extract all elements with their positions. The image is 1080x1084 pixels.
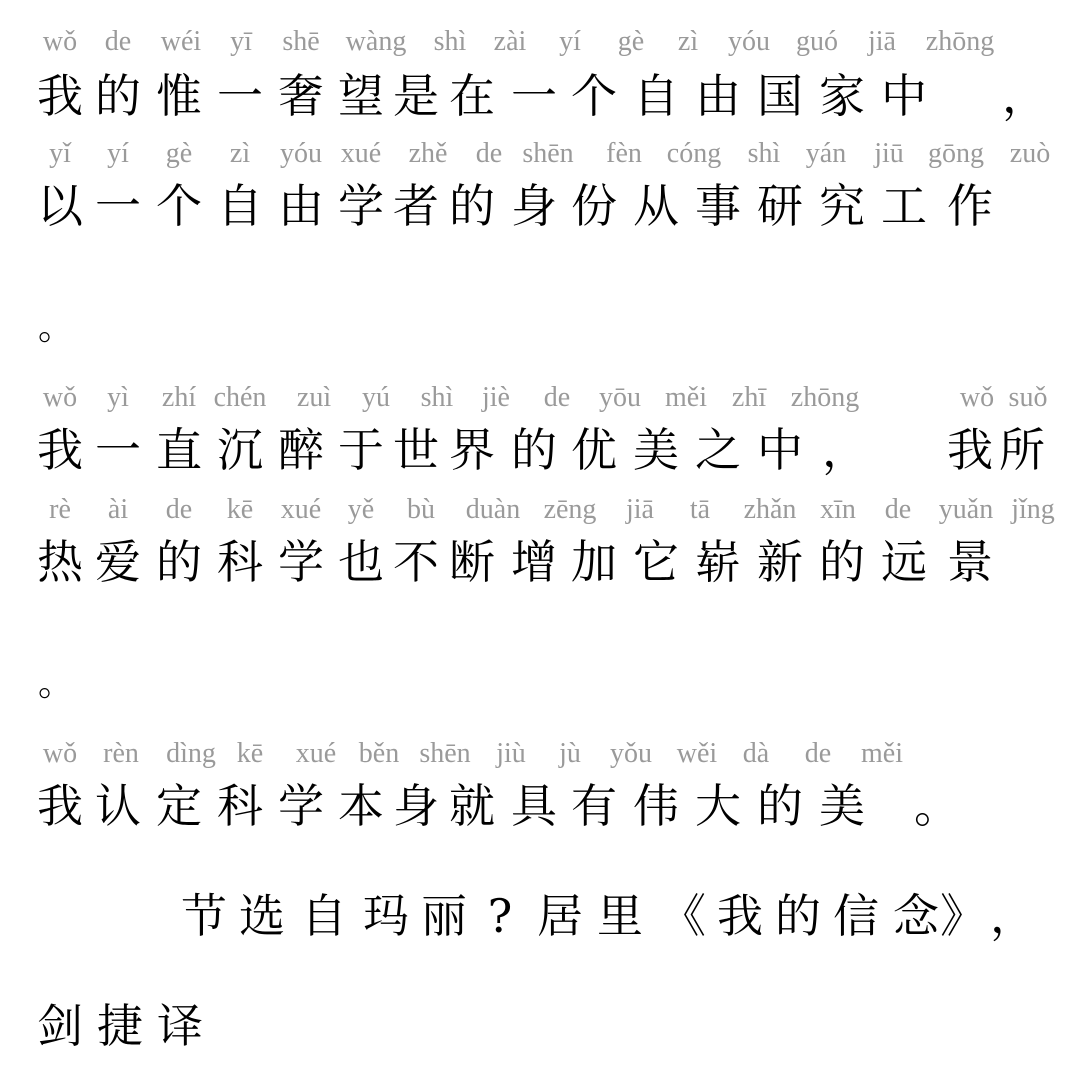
attribution-char: 自	[301, 889, 347, 943]
hanzi-char: 我	[947, 423, 993, 477]
pinyin-syllable: jù	[559, 738, 581, 769]
pinyin-syllable: yí	[107, 138, 129, 169]
pinyin-syllable: ài	[107, 494, 129, 525]
attribution-char: 节	[181, 889, 227, 943]
hanzi-char: 自	[217, 179, 263, 233]
pinyin-syllable: jiā	[868, 26, 896, 57]
pinyin-syllable: zhī	[731, 382, 767, 413]
hanzi-char: 远	[881, 535, 927, 589]
pinyin-syllable: jiū	[874, 138, 904, 169]
pinyin-syllable: de	[543, 382, 571, 413]
attribution-char: 选	[239, 889, 285, 943]
pinyin-syllable: yǐ	[49, 138, 71, 169]
pinyin-syllable: fèn	[606, 138, 642, 169]
hanzi-char: 美	[633, 423, 679, 477]
hanzi-char: 新	[757, 535, 803, 589]
pinyin-syllable: guó	[796, 26, 838, 57]
hanzi-char: 个	[156, 179, 202, 233]
hanzi-char: 崭	[695, 535, 741, 589]
pinyin-syllable: shì	[747, 138, 781, 169]
hanzi-line	[0, 532, 1080, 592]
pinyin-line	[0, 134, 1080, 174]
hanzi-char: 科	[217, 779, 263, 833]
punctuation: ，	[822, 423, 868, 477]
hanzi-char: 份	[571, 179, 617, 233]
hanzi-char: 美	[819, 779, 865, 833]
hanzi-char: 具	[511, 779, 557, 833]
pinyin-syllable: zuò	[1009, 138, 1051, 169]
pinyin-syllable: yú	[362, 382, 390, 413]
pinyin-syllable: gè	[617, 26, 645, 57]
pinyin-syllable: zhōng	[925, 26, 995, 57]
hanzi-char: 者	[393, 179, 439, 233]
pinyin-syllable: jiā	[626, 494, 654, 525]
pinyin-syllable: cóng	[666, 138, 722, 169]
attribution-char: 信	[833, 889, 879, 943]
pinyin-syllable: shēn	[522, 138, 574, 169]
hanzi-char: 作	[947, 179, 993, 233]
hanzi-char: 断	[449, 535, 495, 589]
hanzi-char: 一	[95, 179, 141, 233]
pinyin-syllable: dìng	[166, 738, 216, 769]
attribution-char: 译	[157, 999, 203, 1053]
hanzi-char: 学	[278, 779, 324, 833]
hanzi-line	[0, 176, 1080, 236]
hanzi-char: 以	[37, 179, 83, 233]
pinyin-syllable: zēng	[543, 494, 597, 525]
pinyin-syllable: měi	[665, 382, 707, 413]
pinyin-syllable: duàn	[465, 494, 521, 525]
pinyin-syllable: zì	[229, 138, 251, 169]
pinyin-syllable: yōu	[599, 382, 641, 413]
hanzi-char: 在	[449, 69, 495, 123]
pinyin-syllable: yǒu	[610, 738, 652, 769]
pinyin-syllable: shē	[282, 26, 320, 57]
pinyin-syllable: de	[884, 494, 912, 525]
pinyin-syllable: de	[804, 738, 832, 769]
attribution-char: 《	[660, 889, 706, 943]
pinyin-syllable: wǒ	[42, 382, 78, 413]
hanzi-char: 增	[511, 535, 557, 589]
attribution-translator	[0, 996, 1080, 1056]
attribution-char: 的	[775, 889, 821, 943]
hanzi-char: 奢	[278, 69, 324, 123]
hanzi-line	[0, 776, 1080, 836]
attribution-char: 念	[893, 889, 939, 943]
hanzi-char: 家	[819, 69, 865, 123]
hanzi-line	[0, 420, 1080, 480]
punctuation: ，	[1002, 69, 1048, 123]
hanzi-char: 望	[338, 69, 384, 123]
pinyin-line	[0, 490, 1080, 530]
attribution-char: 剑	[37, 999, 83, 1053]
hanzi-char: 自	[633, 69, 679, 123]
pinyin-syllable: de	[165, 494, 193, 525]
line-ending-period: 。	[38, 663, 75, 704]
pinyin-syllable: kē	[236, 738, 264, 769]
pinyin-syllable: měi	[861, 738, 903, 769]
pinyin-syllable: de	[104, 26, 132, 57]
attribution-char: ?	[487, 889, 513, 943]
attribution-char: ，	[990, 889, 1036, 943]
pinyin-line	[0, 734, 1080, 774]
pinyin-syllable: zhí	[161, 382, 197, 413]
hanzi-char: 也	[338, 535, 384, 589]
hanzi-char: 我	[37, 423, 83, 477]
pinyin-syllable: kē	[226, 494, 254, 525]
pinyin-syllable: yě	[347, 494, 375, 525]
attribution-char: 》	[940, 889, 986, 943]
pinyin-syllable: wéi	[160, 26, 202, 57]
hanzi-char: 定	[156, 779, 202, 833]
hanzi-char: 一	[217, 69, 263, 123]
hanzi-char: 的	[156, 535, 202, 589]
hanzi-char: 我	[37, 779, 83, 833]
line-ending-period: 。	[38, 307, 75, 348]
pinyin-syllable: dà	[742, 738, 770, 769]
hanzi-char: 认	[95, 779, 141, 833]
hanzi-char: 的	[757, 779, 803, 833]
pinyin-syllable: suǒ	[1008, 382, 1048, 413]
pinyin-syllable: zhōng	[790, 382, 860, 413]
pinyin-syllable: zuì	[296, 382, 332, 413]
pinyin-syllable: xīn	[820, 494, 856, 525]
hanzi-char: 身	[511, 179, 557, 233]
pinyin-syllable: wàng	[345, 26, 407, 57]
pinyin-syllable: wěi	[676, 738, 718, 769]
hanzi-char: 从	[633, 179, 679, 233]
attribution-char: 捷	[97, 999, 143, 1053]
hanzi-char: 所	[999, 423, 1045, 477]
pinyin-syllable: shì	[433, 26, 467, 57]
hanzi-char: 事	[695, 179, 741, 233]
attribution-char: 玛	[363, 889, 409, 943]
pinyin-syllable: zhǎn	[743, 494, 797, 525]
pinyin-line	[0, 22, 1080, 62]
pinyin-syllable: zài	[493, 26, 527, 57]
pinyin-syllable: xué	[340, 138, 382, 169]
hanzi-char: 研	[757, 179, 803, 233]
attribution-source	[0, 886, 1080, 946]
hanzi-char: 的	[95, 69, 141, 123]
hanzi-line	[0, 66, 1080, 126]
hanzi-char: 个	[571, 69, 617, 123]
hanzi-char: 究	[819, 179, 865, 233]
pinyin-syllable: yuǎn	[938, 494, 994, 525]
pinyin-syllable: shì	[420, 382, 454, 413]
hanzi-char: 它	[633, 535, 679, 589]
pinyin-syllable: zhě	[408, 138, 448, 169]
attribution-char: 我	[717, 889, 763, 943]
hanzi-char: 直	[156, 423, 202, 477]
hanzi-char: 的	[511, 423, 557, 477]
hanzi-char: 沉	[217, 423, 263, 477]
hanzi-char: 有	[571, 779, 617, 833]
pinyin-syllable: bù	[407, 494, 435, 525]
hanzi-char: 科	[217, 535, 263, 589]
hanzi-char: 大	[695, 779, 741, 833]
hanzi-char: 界	[449, 423, 495, 477]
hanzi-char: 本	[338, 779, 384, 833]
pinyin-syllable: gè	[165, 138, 193, 169]
attribution-char: 里	[597, 889, 643, 943]
attribution-char: 丽	[421, 889, 467, 943]
pinyin-syllable: rè	[49, 494, 71, 525]
pinyin-syllable: jǐng	[1011, 494, 1055, 525]
hanzi-char: 工	[881, 179, 927, 233]
pinyin-syllable: gōng	[928, 138, 984, 169]
hanzi-char: 世	[393, 423, 439, 477]
hanzi-char: 优	[571, 423, 617, 477]
pinyin-syllable: tā	[689, 494, 711, 525]
hanzi-char: 学	[278, 535, 324, 589]
hanzi-char: 中	[757, 423, 803, 477]
pinyin-syllable: yán	[805, 138, 847, 169]
pinyin-syllable: jiè	[482, 382, 510, 413]
pinyin-syllable: xué	[295, 738, 337, 769]
hanzi-char: 的	[449, 179, 495, 233]
pinyin-syllable: shēn	[419, 738, 471, 769]
pinyin-syllable: zì	[677, 26, 699, 57]
hanzi-char: 伟	[633, 779, 679, 833]
hanzi-char: 一	[95, 423, 141, 477]
pinyin-syllable: chén	[213, 382, 267, 413]
pinyin-syllable: wǒ	[42, 26, 78, 57]
hanzi-char: 由	[278, 179, 324, 233]
hanzi-char: 惟	[156, 69, 202, 123]
pinyin-syllable: jiù	[496, 738, 526, 769]
punctuation: 。	[914, 779, 960, 833]
pinyin-line	[0, 378, 1080, 418]
hanzi-char: 是	[393, 69, 439, 123]
hanzi-char: 中	[881, 69, 927, 123]
hanzi-char: 醉	[278, 423, 324, 477]
pinyin-syllable: yóu	[280, 138, 322, 169]
pinyin-syllable: de	[475, 138, 503, 169]
hanzi-char: 的	[819, 535, 865, 589]
hanzi-char: 一	[511, 69, 557, 123]
hanzi-char: 身	[393, 779, 439, 833]
hanzi-char: 景	[947, 535, 993, 589]
pinyin-syllable: yí	[559, 26, 581, 57]
hanzi-char: 之	[695, 423, 741, 477]
hanzi-char: 国	[757, 69, 803, 123]
pinyin-syllable: yī	[230, 26, 252, 57]
hanzi-char: 热	[37, 535, 83, 589]
hanzi-char: 加	[571, 535, 617, 589]
attribution-char: 居	[537, 889, 583, 943]
pinyin-syllable: rèn	[103, 738, 139, 769]
hanzi-char: 学	[338, 179, 384, 233]
pinyin-syllable: xué	[280, 494, 322, 525]
pinyin-syllable: wǒ	[959, 382, 995, 413]
pinyin-syllable: yì	[107, 382, 129, 413]
hanzi-char: 就	[449, 779, 495, 833]
hanzi-char: 由	[695, 69, 741, 123]
pinyin-syllable: yóu	[728, 26, 770, 57]
pinyin-syllable: běn	[358, 738, 400, 769]
hanzi-char: 我	[37, 69, 83, 123]
hanzi-char: 爱	[95, 535, 141, 589]
pinyin-syllable: wǒ	[42, 738, 78, 769]
hanzi-char: 于	[338, 423, 384, 477]
hanzi-char: 不	[393, 535, 439, 589]
